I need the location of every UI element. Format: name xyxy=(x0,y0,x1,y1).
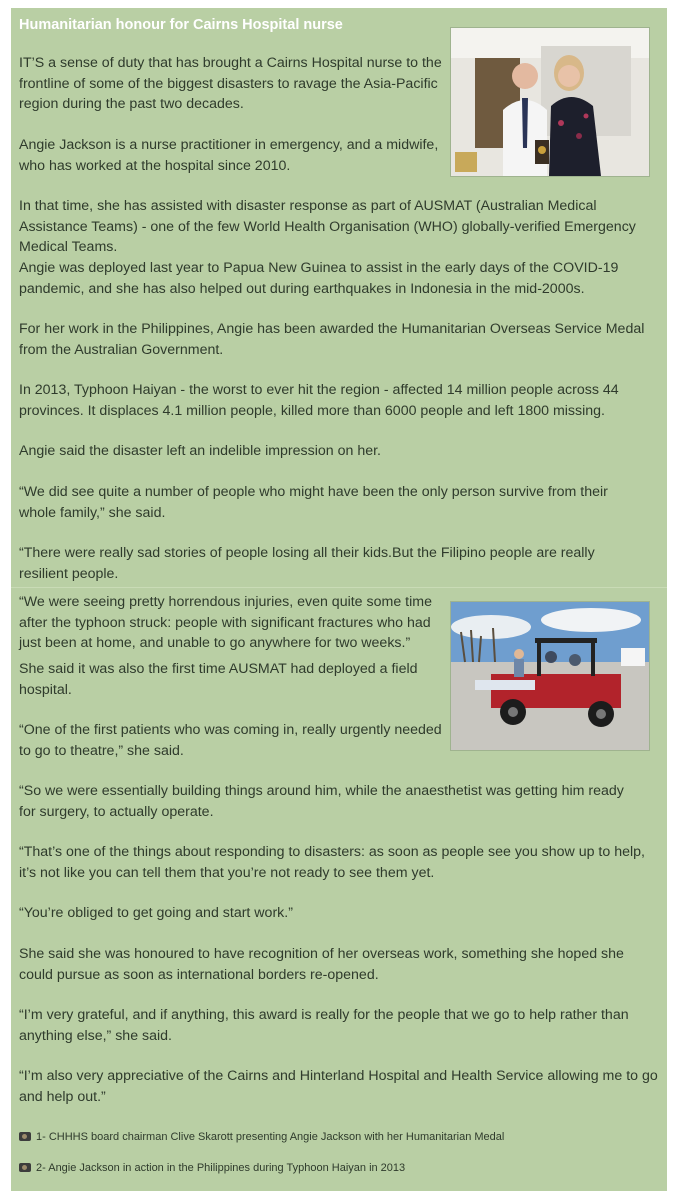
paragraph-13: “So we were essentially building things around him, while the anaesthetist was getting him ready for surgery, to actually operate. xyxy=(19,783,624,820)
paragraph-14: “That’s one of the things about responding to disasters: as soon as people see you show up to help, it’s not like you can tell them that you’re not ready to see them yet. xyxy=(19,844,645,881)
caption-2-text: 2- Angie Jackson in action in the Philippines during Typhoon Haiyan in 2013 xyxy=(36,1162,406,1174)
article-card xyxy=(11,8,667,1191)
section-divider xyxy=(11,587,667,588)
paragraph-10: “We were seeing pretty horrendous injuries, even quite some time after the typhoon struck: people with significant fractures who had just been at home, and unable to go anywhere for two weeks.” xyxy=(19,594,432,651)
paragraph-18: “I’m also very appreciative of the Cairns and Hinterland Hospital and Health Service allowing me to go and help out.” xyxy=(19,1068,658,1105)
paragraph-6: In 2013, Typhoon Haiyan - the worst to ever hit the region - affected 14 million people across 44 provinces. It displaces 4.1 million people, killed more than 6000 people and left 1800 missing. xyxy=(19,382,619,419)
camera-icon xyxy=(19,1132,31,1141)
article-title: Humanitarian honour for Cairns Hospital nurse xyxy=(19,17,343,33)
paragraph-2: Angie Jackson is a nurse practitioner in emergency, and a midwife, who has worked at the hospital since 2010. xyxy=(19,137,439,174)
photo-field-vehicle xyxy=(450,601,650,751)
paragraph-17: “I’m very grateful, and if anything, this award is really for the people that we go to help rather than anything else,” she said. xyxy=(19,1007,629,1044)
paragraph-4: Angie was deployed last year to Papua New Guinea to assist in the early days of the COVID-19 pandemic, and she has also helped out during earthquakes in Indonesia in the mid-2000s. xyxy=(19,260,619,297)
caption-1-text: 1- CHHHS board chairman Clive Skarott presenting Angie Jackson with her Humanitarian Medal xyxy=(36,1131,505,1143)
paragraph-12: “One of the first patients who was coming in, really urgently needed to go to theatre,” she said. xyxy=(19,722,442,759)
paragraph-7: Angie said the disaster left an indelible impression on her. xyxy=(19,443,381,459)
paragraph-5: For her work in the Philippines, Angie has been awarded the Humanitarian Overseas Service Medal from the Australian Government. xyxy=(19,321,645,358)
paragraph-16: She said she was honoured to have recognition of her overseas work, something she hoped she could pursue as soon as international borders re-opened. xyxy=(19,946,624,983)
paragraph-9: “There were really sad stories of people losing all their kids.But the Filipino people are really resilient people. xyxy=(19,545,595,582)
paragraph-8: “We did see quite a number of people who might have been the only person survive from their whole family,” she said. xyxy=(19,484,608,521)
photo-caption-2 xyxy=(19,1162,405,1174)
photo-medal-presentation xyxy=(450,27,650,177)
paragraph-11: She said it was also the first time AUSMAT had deployed a field hospital. xyxy=(19,661,418,698)
camera-icon xyxy=(19,1163,31,1172)
paragraph-15: “You’re obliged to get going and start work.” xyxy=(19,905,293,921)
paragraph-1: IT’S a sense of duty that has brought a Cairns Hospital nurse to the frontline of some of the biggest disasters to ravage the Asia-Pacific region during the past two decades. xyxy=(19,55,442,112)
photo-caption-1 xyxy=(19,1131,504,1143)
paragraph-3: In that time, she has assisted with disaster response as part of AUSMAT (Australian Medical Assistance Teams) - one of the few World Health Organisation (WHO) globally-verified Emergency Medical Teams. xyxy=(19,198,636,255)
